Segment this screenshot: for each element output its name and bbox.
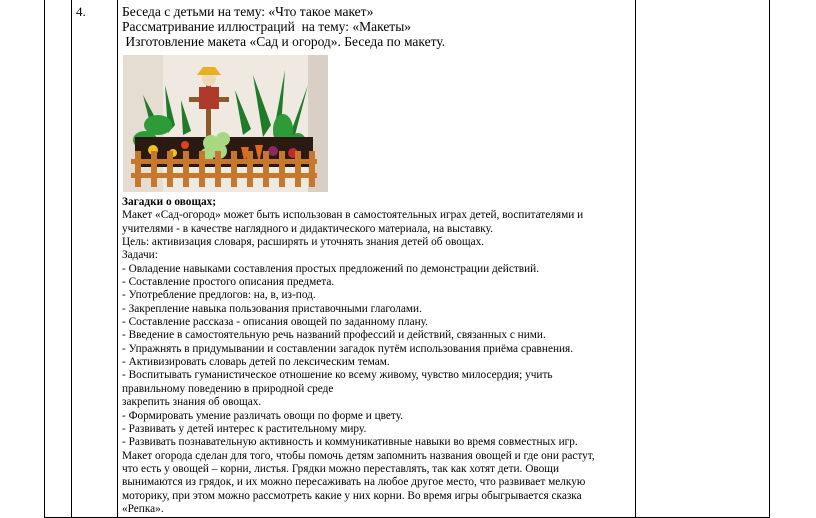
text-line: «Репка». — [122, 502, 164, 515]
text-line: - Составление рассказа - описания овощей по заданному плану. — [122, 316, 428, 329]
text-line: - Развивать у детей интерес к растительному миру. — [122, 422, 367, 435]
lesson-description — [122, 196, 632, 516]
text-line: - Овладение навыками составления простых предложений по демонстрации действий. — [122, 262, 540, 275]
column-divider-right — [635, 0, 636, 517]
text-line: - Воспитывать гуманистическое отношение ко всему живому, чувство милосердия; учить — [122, 369, 553, 382]
text-line: - Упражнять в придумывании и составлении загадок путём использования приёма сравнения. — [122, 342, 574, 355]
garden-model-photo — [123, 55, 328, 192]
text-line: - Развивать познавательную активность и коммуникативные навыки во время совместных игр. — [122, 436, 578, 449]
text-line: правильному поведению в природной среде — [122, 382, 334, 395]
header-line-2: Рассматривание иллюстраций на тему: «Макеты» — [122, 19, 412, 34]
text-line: - Активизировать словарь детей по лексическим темам. — [122, 356, 390, 369]
header-line-1: Беседа с детьми на тему: «Что такое макет» — [122, 4, 374, 19]
text-line: учителями - в качестве наглядного и дидактического материала, на выставку. — [122, 222, 493, 235]
text-line: Цель: активизация словаря, расширять и уточнять знания детей об овощах. — [122, 236, 485, 249]
text-line: - Составление простого описания предмета. — [122, 276, 335, 289]
text-line: - Употребление предлогов: на, в, из-под. — [122, 289, 316, 302]
header-line-3: Изготовление макета «Сад и огород». Беседа по макету. — [122, 34, 446, 49]
text-line: вынимаются из грядок, и их можно пересаживать на любое другое место, что развивает мелкую — [122, 476, 586, 489]
riddles-title: Загадки о овощах; — [122, 196, 217, 208]
text-line: Задачи: — [122, 249, 158, 262]
text-line: моторику, при этом можно рассмотреть какие у них корни. Во время игры обыгрывается сказка — [122, 489, 582, 502]
text-line: Макет огорода сделан для того, чтобы помочь детям запомнить названия овощей и где они растут, — [122, 449, 595, 462]
column-divider-number — [71, 0, 72, 517]
row-number: 4. — [76, 4, 86, 19]
text-line: - Формировать умение различать овощи по форме и цвету. — [122, 409, 404, 422]
lesson-content — [122, 4, 632, 516]
column-divider-content — [117, 0, 118, 517]
text-line: Макет «Сад-огород» может быть использован в самостоятельных играх детей, воспитателями и — [122, 209, 584, 222]
garden-model-illustration — [123, 55, 328, 192]
text-line: - Закрепление навыка пользования приставочными глаголами. — [122, 302, 422, 315]
text-line: что есть у овощей – корни, листья. Грядки можно переставлять, так как хотят дети. Овощи — [122, 462, 560, 475]
text-line: закрепить знания об овощах. — [122, 396, 262, 409]
text-line: - Введение в самостоятельную речь названий профессий и действий, связанных с ними. — [122, 329, 546, 342]
